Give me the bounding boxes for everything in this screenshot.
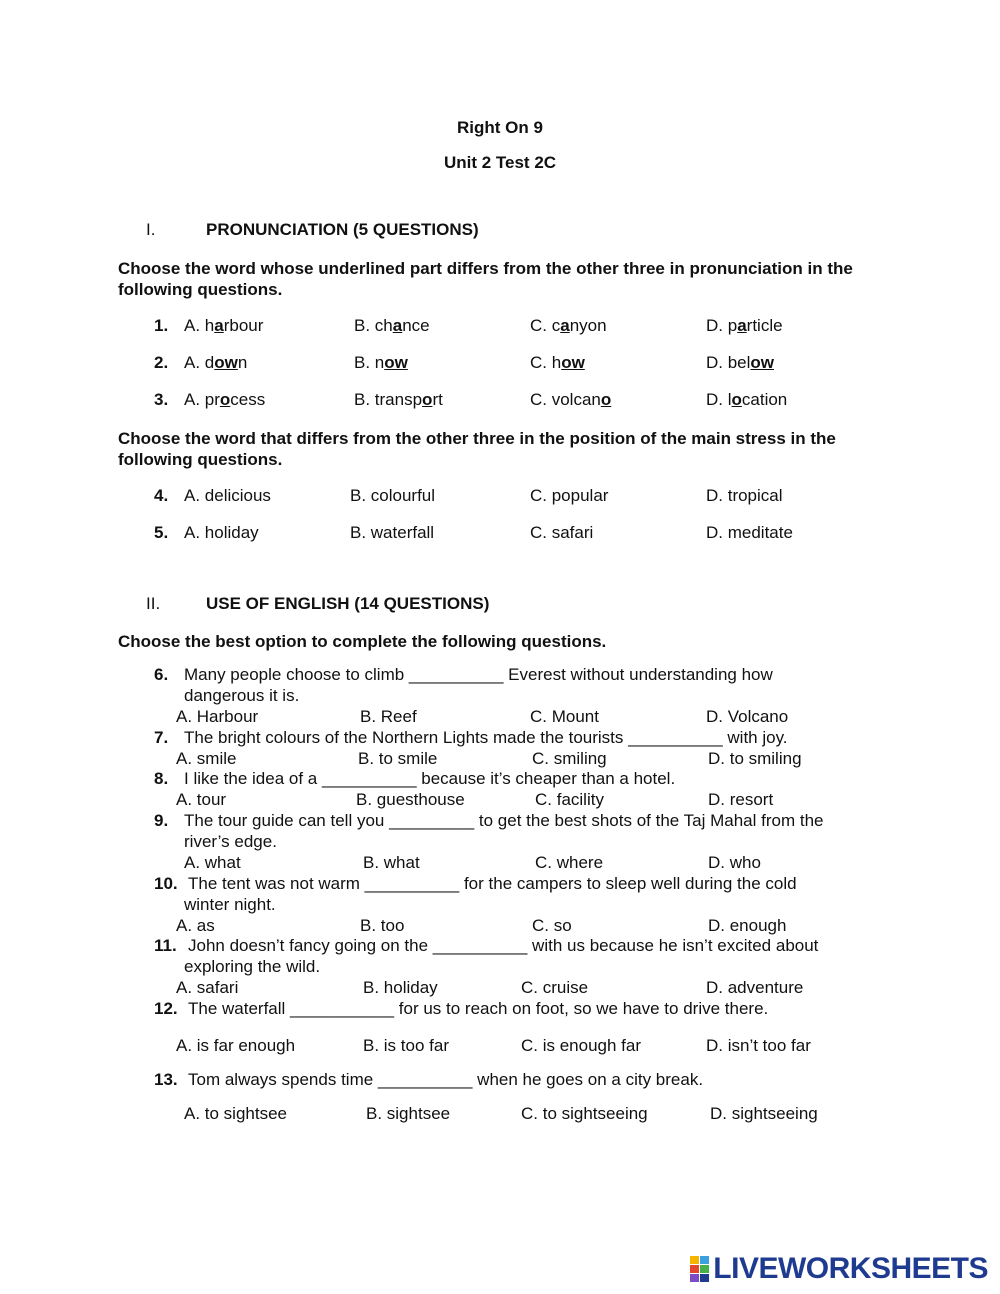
option-text: nce <box>402 316 430 335</box>
section-1-instruction-stress: Choose the word that differs from the other three in the position of the main stress in the following questions. <box>118 429 836 469</box>
logo-grid-icon <box>690 1256 709 1282</box>
question-stem-continued: dangerous it is. <box>184 686 300 705</box>
answer-option[interactable] <box>184 353 247 373</box>
underlined-part: a <box>392 316 403 335</box>
question-number: 8. <box>154 769 169 788</box>
section-2-instruction: Choose the best option to complete the following questions. <box>118 632 607 651</box>
question-number: 4. <box>154 486 169 505</box>
underlined-part: a <box>560 316 570 335</box>
answer-option[interactable] <box>706 316 783 336</box>
answer-option[interactable] <box>530 316 607 336</box>
logo-text: LIVEWORKSHEETS <box>713 1252 988 1285</box>
answer-option[interactable] <box>354 390 443 410</box>
option-text: D. l <box>706 390 732 409</box>
option-text: B. transp <box>354 390 423 409</box>
answer-option[interactable]: A. Harbour <box>176 707 259 726</box>
answer-option[interactable] <box>706 390 787 410</box>
section-1-instruction-pronunciation: Choose the word whose underlined part differs from the other three in pronunciation in the following questions. <box>118 259 853 299</box>
answer-option[interactable]: C. popular <box>530 486 609 505</box>
underlined-part: ow <box>750 353 775 372</box>
option-text: C. c <box>530 316 561 335</box>
section-1-title: PRONUNCIATION (5 QUESTIONS) <box>206 220 479 239</box>
answer-option[interactable]: A. safari <box>176 978 239 997</box>
underlined-part: o <box>731 390 742 409</box>
question-number: 10. <box>154 874 178 893</box>
question-stem: John doesn’t fancy going on the __________ with us because he isn’t excited about <box>188 936 819 955</box>
option-text: A. d <box>184 353 215 372</box>
answer-option[interactable]: C. where <box>535 853 604 872</box>
question-number: 12. <box>154 999 178 1018</box>
answer-option[interactable]: D. adventure <box>706 978 804 997</box>
answer-option[interactable]: A. is far enough <box>176 1036 296 1055</box>
option-text: B. n <box>354 353 385 372</box>
question-stem: The waterfall ___________ for us to reach on foot, so we have to drive there. <box>188 999 769 1018</box>
answer-option[interactable]: B. what <box>363 853 420 872</box>
underlined-part: o <box>422 390 433 409</box>
option-text: cation <box>741 390 788 409</box>
question-number: 3. <box>154 390 169 409</box>
option-text: n <box>237 353 248 372</box>
question-stem-continued: exploring the wild. <box>184 957 321 976</box>
answer-option[interactable] <box>706 353 774 373</box>
answer-option[interactable] <box>354 353 408 373</box>
answer-option[interactable]: D. meditate <box>706 523 793 542</box>
answer-option[interactable]: B. sightsee <box>366 1104 451 1123</box>
underlined-part: o <box>219 390 231 409</box>
underlined-part: a <box>737 316 747 335</box>
option-text: D. bel <box>706 353 751 372</box>
answer-option[interactable]: A. to sightsee <box>184 1104 288 1123</box>
option-text: rt <box>432 390 443 409</box>
answer-option[interactable] <box>354 316 430 336</box>
answer-option[interactable]: B. holiday <box>363 978 438 997</box>
question-stem: Tom always spends time __________ when he goes on a city break. <box>188 1070 704 1089</box>
question-stem: The bright colours of the Northern Lights made the tourists __________ with joy. <box>184 728 788 747</box>
option-text: rbour <box>223 316 264 335</box>
answer-option[interactable]: D. to smiling <box>708 749 802 768</box>
answer-option[interactable] <box>184 390 265 410</box>
option-text: A. h <box>184 316 215 335</box>
answer-option[interactable]: B. too <box>360 916 405 935</box>
answer-option[interactable] <box>530 353 585 373</box>
option-text: B. ch <box>354 316 393 335</box>
underlined-part: ow <box>214 353 238 372</box>
answer-option[interactable]: A. what <box>184 853 241 872</box>
answer-option[interactable]: B. guesthouse <box>356 790 465 809</box>
answer-option[interactable]: B. is too far <box>363 1036 449 1055</box>
underlined-part: o <box>600 390 612 409</box>
answer-option[interactable] <box>184 316 263 336</box>
answer-option[interactable]: B. Reef <box>360 707 417 726</box>
answer-option[interactable]: A. tour <box>176 790 227 809</box>
question-number: 6. <box>154 665 169 684</box>
option-text: rticle <box>746 316 783 335</box>
option-text: C. volcan <box>530 390 601 409</box>
answer-option[interactable]: B. waterfall <box>350 523 435 542</box>
answer-option[interactable]: A. holiday <box>184 523 259 542</box>
question-stem: Many people choose to climb __________ Everest without understanding how <box>184 665 773 684</box>
option-text: cess <box>230 390 266 409</box>
answer-option[interactable]: B. colourful <box>350 486 436 505</box>
liveworksheets-logo <box>690 1254 988 1284</box>
question-number: 7. <box>154 728 169 747</box>
answer-option[interactable]: C. smiling <box>532 749 607 768</box>
answer-option[interactable]: C. safari <box>530 523 594 542</box>
answer-option[interactable]: C. facility <box>535 790 604 809</box>
section-1-number: I. <box>146 220 156 239</box>
document-title: Right On 9 <box>457 118 543 137</box>
question-number: 9. <box>154 811 169 830</box>
question-stem-continued: winter night. <box>184 895 276 914</box>
question-stem-continued: river’s edge. <box>184 832 277 851</box>
question-number: 11. <box>154 936 177 955</box>
answer-option[interactable]: D. sightseeing <box>710 1104 818 1123</box>
answer-option[interactable]: C. cruise <box>521 978 589 997</box>
answer-option[interactable]: A. as <box>176 916 215 935</box>
answer-option[interactable]: C. Mount <box>530 707 599 726</box>
option-text: nyon <box>569 316 607 335</box>
underlined-part: ow <box>561 353 585 372</box>
question-number: 1. <box>154 316 169 335</box>
underlined-part: a <box>214 316 224 335</box>
answer-option[interactable]: B. to smile <box>358 749 438 768</box>
answer-option[interactable]: A. smile <box>176 749 237 768</box>
answer-option[interactable]: C. to sightseeing <box>521 1104 648 1123</box>
answer-option[interactable]: D. tropical <box>706 486 783 505</box>
question-stem: I like the idea of a __________ because it’s cheaper than a hotel. <box>184 769 676 788</box>
answer-option[interactable]: D. isn’t too far <box>706 1036 811 1055</box>
option-text: A. pr <box>184 390 220 409</box>
section-2-title: USE OF ENGLISH (14 QUESTIONS) <box>206 594 490 613</box>
answer-option[interactable]: D. Volcano <box>706 707 789 726</box>
question-number: 2. <box>154 353 169 372</box>
answer-option[interactable]: C. so <box>532 916 572 935</box>
answer-option[interactable] <box>530 390 611 410</box>
document-subtitle: Unit 2 Test 2C <box>443 153 557 172</box>
answer-option[interactable]: D. who <box>708 853 761 872</box>
option-text: C. h <box>530 353 562 372</box>
underlined-part: ow <box>384 353 408 372</box>
answer-option[interactable]: C. is enough far <box>521 1036 642 1055</box>
question-number: 5. <box>154 523 169 542</box>
question-stem: The tour guide can tell you _________ to get the best shots of the Taj Mahal from the <box>184 811 824 830</box>
option-text: D. p <box>706 316 738 335</box>
answer-option[interactable]: D. resort <box>708 790 774 809</box>
answer-option[interactable]: A. delicious <box>184 486 271 505</box>
question-stem: The tent was not warm __________ for the campers to sleep well during the cold <box>188 874 797 893</box>
answer-option[interactable]: D. enough <box>708 916 787 935</box>
section-2-number: II. <box>146 594 161 613</box>
question-number: 13. <box>154 1070 178 1089</box>
